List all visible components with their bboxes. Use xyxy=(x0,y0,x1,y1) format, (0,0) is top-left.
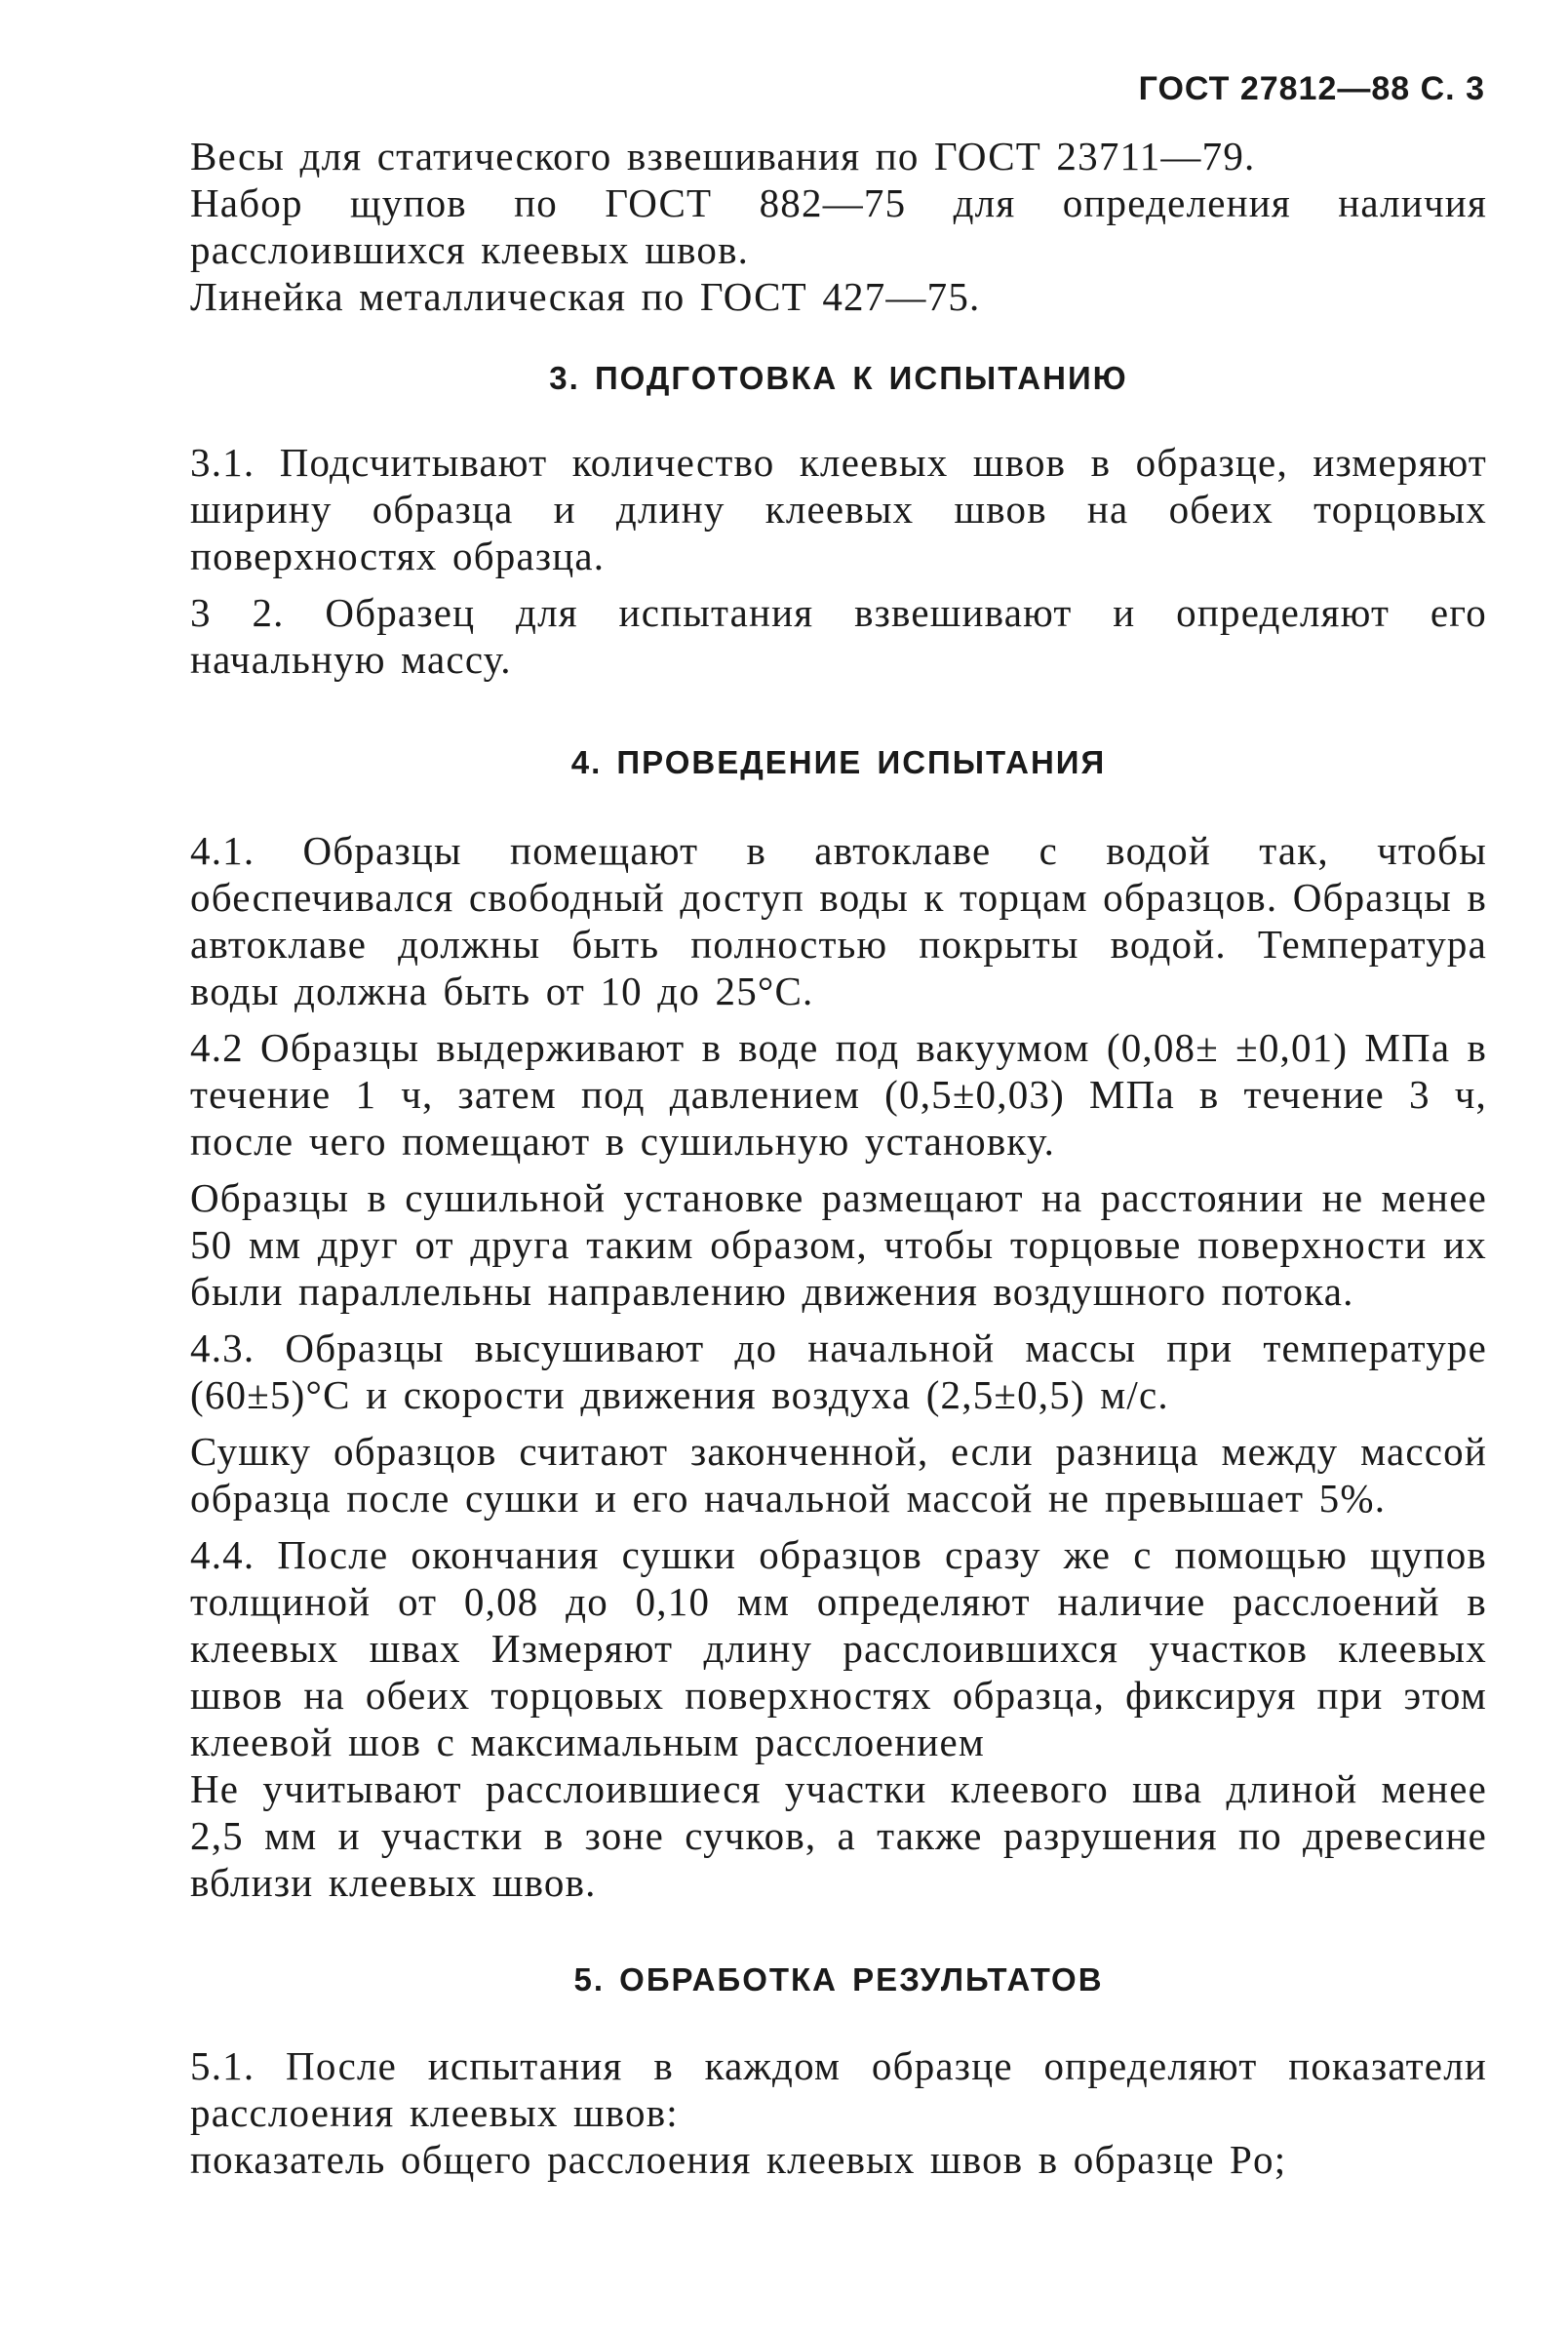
section-4-heading: 4. ПРОВЕДЕНИЕ ИСПЫТАНИЯ xyxy=(570,744,1107,780)
paragraph-5-1: 5.1. После испытания в каждом образце определяют показатели расслоения клеевых швов: xyxy=(190,2043,1487,2135)
paragraph-feeler-gauges: Набор щупов по ГОСТ 882—75 для определения наличия расслоившихся клеевых швов. xyxy=(190,180,1487,272)
paragraph-3-1: 3.1. Подсчитывают количество клеевых швов в образце, измеряют ширину образца и длину клеевых швов на обеих торцовых поверхностях образца. xyxy=(190,440,1487,578)
document-body xyxy=(190,133,1487,2183)
running-header: ГОСТ 27812—88 С. 3 xyxy=(1138,70,1485,107)
section-3-heading: 3. ПОДГОТОВКА К ИСПЫТАНИЮ xyxy=(549,360,1128,396)
paragraph-4-3: 4.3. Образцы высушивают до начальной массы при температуре (60±5)°С и скорости движения воздуха (2,5±0,5) м/с. xyxy=(190,1325,1487,1417)
paragraph-5-1-indicator: показатель общего расслоения клеевых швов в образце Pо; xyxy=(190,2137,1287,2182)
paragraph-4-4: 4.4. После окончания сушки образцов сразу же с помощью щупов толщиной от 0,08 до 0,10 мм определяют наличие расслоений в клеевых швах Измеряют длину расслоившихся участков клеевых швов на обеих торцовых поверхностях образца, фиксируя при этом клеевой шов с максимальным расслоением xyxy=(190,1532,1487,1764)
paragraph-4-2-placement: Образцы в сушильной установке размещают на расстоянии не менее 50 мм друг от друга таким образом, чтобы торцовые поверхности их были параллельны направлению движения воздушного потока. xyxy=(190,1175,1487,1314)
paragraph-4-3-drying: Сушку образцов считают законченной, если разница между массой образца после сушки и его начальной массой не превышает 5%. xyxy=(190,1429,1487,1521)
paragraph-scales: Весы для статического взвешивания по ГОСТ 23711—79. xyxy=(190,134,1256,178)
section-5-heading: 5. ОБРАБОТКА РЕЗУЛЬТАТОВ xyxy=(573,1961,1104,1998)
paragraph-ruler: Линейка металлическая по ГОСТ 427—75. xyxy=(190,274,981,319)
paragraph-4-2: 4.2 Образцы выдерживают в воде под вакуумом (0,08± ±0,01) МПа в течение 1 ч, затем под давлением (0,5±0,03) МПа в течение 3 ч, после чего помещают в сушильную установку. xyxy=(190,1025,1487,1164)
paragraph-3-2: 3 2. Образец для испытания взвешивают и определяют его начальную массу. xyxy=(190,590,1487,682)
paragraph-4-1: 4.1. Образцы помещают в автоклаве с водой так, чтобы обеспечивался свободный доступ воды к торцам образцов. Образцы в автоклаве должны быть полностью покрыты водой. Температура воды должна быть от 10 до 25°С. xyxy=(190,828,1487,1013)
paragraph-4-4-exclusions: Не учитывают расслоившиеся участки клеевого шва длиной менее 2,5 мм и участки в зоне сучков, а также разрушения по древесине вблизи клеевых швов. xyxy=(190,1766,1487,1905)
